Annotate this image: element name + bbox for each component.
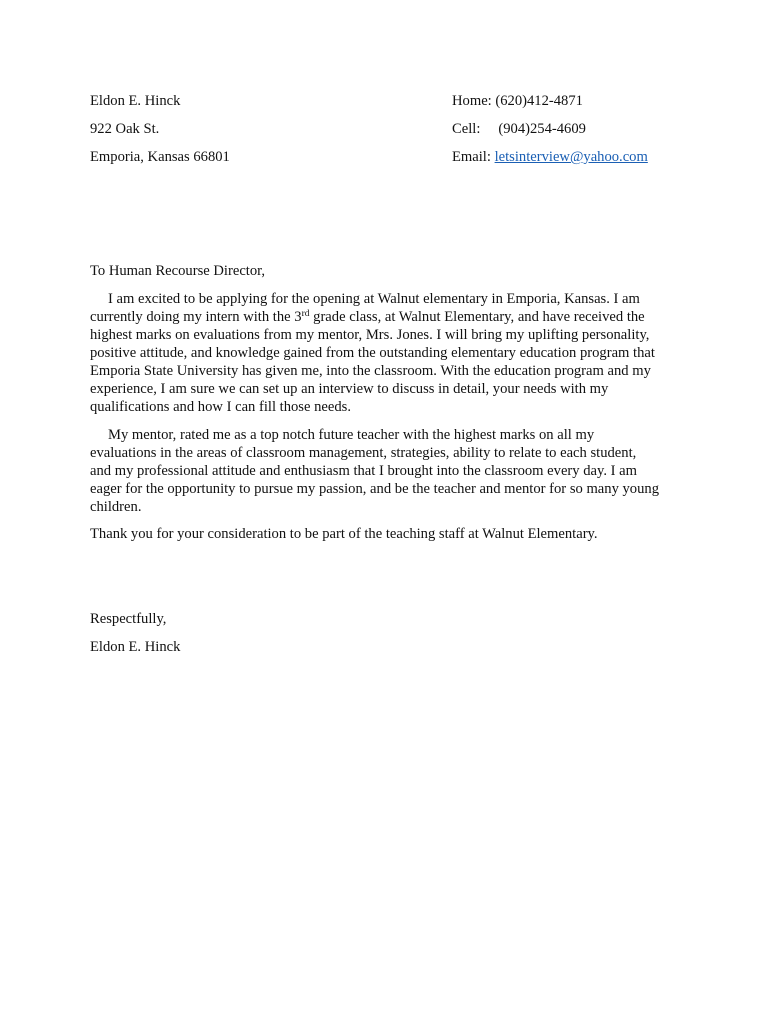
contact-home <box>452 92 583 110</box>
home-label: Home: <box>452 93 492 109</box>
home-phone: (620)412-4871 <box>495 93 583 109</box>
paragraph-line: experience, I am sure we can set up an interview to discuss in detail, your needs with my <box>90 381 609 397</box>
body-paragraph-3 <box>90 525 682 543</box>
sender-name: Eldon E. Hinck <box>90 93 181 109</box>
paragraph-line: qualifications and how I can fill those needs. <box>90 399 351 415</box>
paragraph-line: Emporia State University has given me, into the classroom. With the education program and my <box>90 363 651 379</box>
email-label: Email: <box>452 149 491 165</box>
signature-name: Eldon E. Hinck <box>90 639 181 655</box>
email-link[interactable]: letsinterview@yahoo.com <box>494 149 648 165</box>
salutation: To Human Recourse Director, <box>90 263 266 279</box>
paragraph-line: I am excited to be applying for the opening at Walnut elementary in Emporia, Kansas. I am <box>108 291 640 307</box>
body-paragraph-1 <box>90 290 682 416</box>
sender-city-state-zip: Emporia, Kansas 66801 <box>90 149 230 165</box>
contact-cell <box>452 120 586 138</box>
contact-email <box>452 148 648 166</box>
ordinal-superscript: rd <box>301 309 310 319</box>
cell-label: Cell: <box>452 121 481 137</box>
paragraph-line: currently doing my intern with the 3rd grade class, at Walnut Elementary, and have received the <box>90 309 645 325</box>
cell-phone: (904)254-4609 <box>498 121 586 137</box>
paragraph-line: highest marks on evaluations from my mentor, Mrs. Jones. I will bring my uplifting personality, <box>90 327 650 343</box>
paragraph-line: and my professional attitude and enthusiasm that I brought into the classroom every day. I am <box>90 463 637 479</box>
body-paragraph-2 <box>90 426 682 516</box>
closing: Respectfully, <box>90 611 167 627</box>
paragraph-line: eager for the opportunity to pursue my passion, and be the teacher and mentor for so many young <box>90 481 659 497</box>
sender-street: 922 Oak St. <box>90 121 160 137</box>
paragraph-line: evaluations in the areas of classroom management, strategies, ability to relate to each student, <box>90 445 637 461</box>
paragraph-line: positive attitude, and knowledge gained from the outstanding elementary education program that <box>90 345 655 361</box>
paragraph-line: children. <box>90 499 142 515</box>
paragraph-line: Thank you for your consideration to be part of the teaching staff at Walnut Elementary. <box>90 526 598 542</box>
paragraph-line: My mentor, rated me as a top notch future teacher with the highest marks on all my <box>108 427 595 443</box>
